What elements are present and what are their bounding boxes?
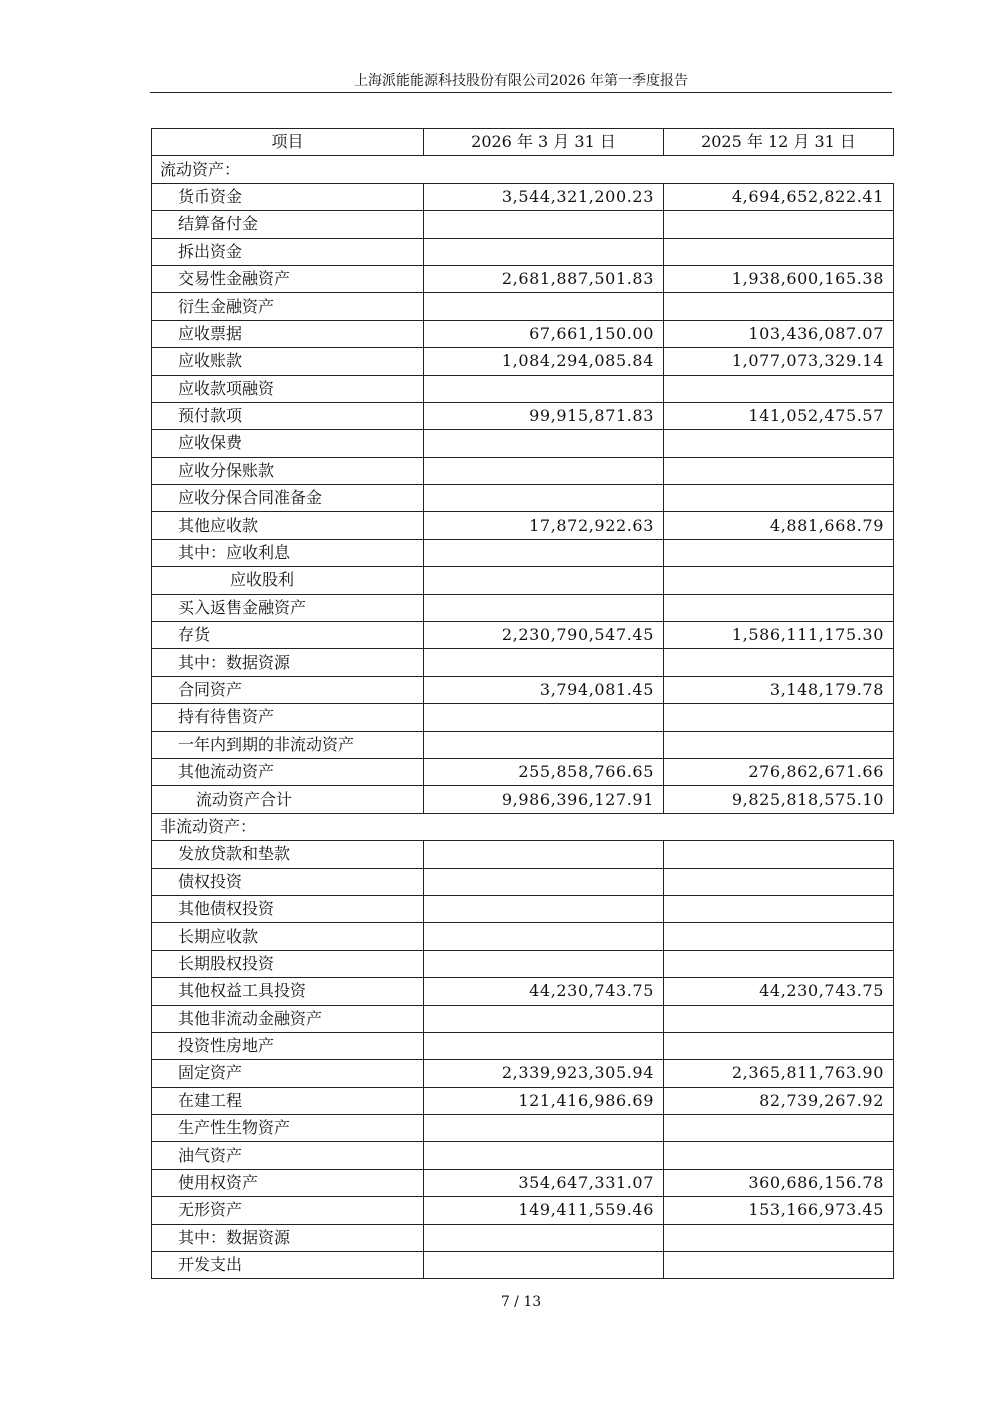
row-label: 交易性金融资产 [152,265,424,292]
section-row [152,156,894,183]
value-prior-period [664,539,894,566]
section-label: 非流动资产： [152,813,894,840]
value-prior-period [664,649,894,676]
row-label: 结算备付金 [152,211,424,238]
value-current-period: 354,647,331.07 [424,1169,664,1196]
row-label: 发放贷款和垫款 [152,841,424,868]
value-current-period: 255,858,766.65 [424,758,664,785]
table-row [152,841,894,868]
table-row [152,649,894,676]
row-label: 应收账款 [152,348,424,375]
value-prior-period [664,895,894,922]
row-label: 其他非流动金融资产 [152,1005,424,1032]
table-row [152,1169,894,1196]
table-row [152,485,894,512]
row-label: 合同资产 [152,676,424,703]
value-prior-period: 4,881,668.79 [664,512,894,539]
value-current-period [424,238,664,265]
row-label: 固定资产 [152,1060,424,1087]
table-row [152,594,894,621]
row-label: 使用权资产 [152,1169,424,1196]
value-current-period [424,430,664,457]
table-row [152,1224,894,1251]
value-current-period [424,1142,664,1169]
section-row [152,813,894,840]
table-row [152,923,894,950]
value-prior-period [664,211,894,238]
value-current-period [424,457,664,484]
value-prior-period [664,1032,894,1059]
row-label: 应收保费 [152,430,424,457]
value-current-period: 67,661,150.00 [424,320,664,347]
row-label: 其他流动资产 [152,758,424,785]
table-row [152,1060,894,1087]
total-row [152,786,894,813]
table-row [152,375,894,402]
row-label: 预付款项 [152,402,424,429]
value-current-period [424,1032,664,1059]
row-label: 投资性房地产 [152,1032,424,1059]
table-row [152,457,894,484]
value-current-period: 17,872,922.63 [424,512,664,539]
value-current-period [424,1252,664,1279]
row-label: 无形资产 [152,1197,424,1224]
value-prior-period [664,293,894,320]
value-current-period [424,594,664,621]
row-label: 应收股利 [152,567,424,594]
value-current-period [424,841,664,868]
value-current-period: 1,084,294,085.84 [424,348,664,375]
value-prior-period [664,1224,894,1251]
table-row [152,676,894,703]
row-label: 其中：应收利息 [152,539,424,566]
table-row [152,211,894,238]
table-row [152,539,894,566]
row-label: 在建工程 [152,1087,424,1114]
value-prior-period: 141,052,475.57 [664,402,894,429]
row-label: 长期应收款 [152,923,424,950]
value-current-period [424,567,664,594]
value-current-period [424,375,664,402]
value-current-period [424,485,664,512]
row-label: 其中：数据资源 [152,649,424,676]
row-label: 生产性生物资产 [152,1115,424,1142]
row-label: 其他债权投资 [152,895,424,922]
table-row [152,293,894,320]
value-prior-period: 2,365,811,763.90 [664,1060,894,1087]
value-prior-period: 82,739,267.92 [664,1087,894,1114]
column-header-item: 项目 [152,129,424,156]
row-label: 拆出资金 [152,238,424,265]
value-prior-period: 1,077,073,329.14 [664,348,894,375]
value-current-period: 121,416,986.69 [424,1087,664,1114]
value-prior-period: 3,148,179.78 [664,676,894,703]
table-row [152,1087,894,1114]
value-prior-period: 1,586,111,175.30 [664,622,894,649]
table-row [152,895,894,922]
value-prior-period [664,430,894,457]
table-row [152,731,894,758]
page-header-title: 上海派能能源科技股份有限公司2026 年第一季度报告 [353,73,689,89]
value-current-period [424,649,664,676]
table-row [152,758,894,785]
balance-sheet-table [151,128,894,1279]
value-prior-period [664,841,894,868]
value-current-period [424,211,664,238]
value-current-period [424,1115,664,1142]
value-prior-period [664,1115,894,1142]
value-prior-period: 360,686,156.78 [664,1169,894,1196]
table-row [152,1252,894,1279]
value-prior-period: 1,938,600,165.38 [664,265,894,292]
value-prior-period [664,950,894,977]
table-row [152,567,894,594]
value-current-period: 2,230,790,547.45 [424,622,664,649]
row-label: 应收分保账款 [152,457,424,484]
value-prior-period [664,567,894,594]
value-current-period [424,923,664,950]
value-current-period: 3,794,081.45 [424,676,664,703]
value-prior-period [664,923,894,950]
value-prior-period: 9,825,818,575.10 [664,786,894,813]
table-row [152,1142,894,1169]
value-prior-period: 44,230,743.75 [664,978,894,1005]
value-current-period: 9,986,396,127.91 [424,786,664,813]
row-label: 开发支出 [152,1252,424,1279]
table-header-row [152,129,894,156]
table-row [152,265,894,292]
value-prior-period [664,1252,894,1279]
value-current-period: 99,915,871.83 [424,402,664,429]
value-current-period [424,950,664,977]
row-label: 长期股权投资 [152,950,424,977]
value-current-period [424,868,664,895]
value-current-period [424,1005,664,1032]
row-label: 债权投资 [152,868,424,895]
value-prior-period [664,238,894,265]
value-prior-period [664,704,894,731]
value-prior-period [664,457,894,484]
value-current-period [424,895,664,922]
value-prior-period: 4,694,652,822.41 [664,183,894,210]
row-label: 应收票据 [152,320,424,347]
value-current-period [424,731,664,758]
table-row [152,183,894,210]
value-current-period [424,704,664,731]
value-current-period: 2,681,887,501.83 [424,265,664,292]
value-prior-period [664,594,894,621]
table-row [152,402,894,429]
value-prior-period [664,1142,894,1169]
table-row [152,1005,894,1032]
table-row [152,430,894,457]
table-row [152,512,894,539]
value-current-period: 3,544,321,200.23 [424,183,664,210]
section-label: 流动资产： [152,156,894,183]
row-label: 存货 [152,622,424,649]
value-current-period: 44,230,743.75 [424,978,664,1005]
row-label: 应收分保合同准备金 [152,485,424,512]
table-row [152,978,894,1005]
row-label: 应收款项融资 [152,375,424,402]
row-label: 衍生金融资产 [152,293,424,320]
row-label: 其他应收款 [152,512,424,539]
table-row [152,238,894,265]
value-prior-period [664,375,894,402]
value-current-period [424,293,664,320]
row-label: 油气资产 [152,1142,424,1169]
table-row [152,622,894,649]
table-row [152,950,894,977]
value-current-period: 149,411,559.46 [424,1197,664,1224]
table-row [152,1197,894,1224]
row-label: 一年内到期的非流动资产 [152,731,424,758]
page-number: 7 / 13 [500,1294,542,1310]
table-row [152,1115,894,1142]
column-header-current-period: 2026 年 3 月 31 日 [424,129,664,156]
value-prior-period: 153,166,973.45 [664,1197,894,1224]
table-row [152,1032,894,1059]
value-prior-period [664,1005,894,1032]
table-body [152,156,894,1279]
row-label: 其中：数据资源 [152,1224,424,1251]
value-prior-period [664,731,894,758]
value-prior-period: 276,862,671.66 [664,758,894,785]
value-prior-period: 103,436,087.07 [664,320,894,347]
value-current-period: 2,339,923,305.94 [424,1060,664,1087]
column-header-prior-period: 2025 年 12 月 31 日 [664,129,894,156]
value-prior-period [664,485,894,512]
row-label: 货币资金 [152,183,424,210]
header-rule [150,92,892,93]
table-row [152,348,894,375]
row-label: 流动资产合计 [152,786,424,813]
table-row [152,320,894,347]
row-label: 买入返售金融资产 [152,594,424,621]
value-current-period [424,539,664,566]
value-prior-period [664,868,894,895]
row-label: 持有待售资产 [152,704,424,731]
table-row [152,868,894,895]
row-label: 其他权益工具投资 [152,978,424,1005]
table-row [152,704,894,731]
value-current-period [424,1224,664,1251]
